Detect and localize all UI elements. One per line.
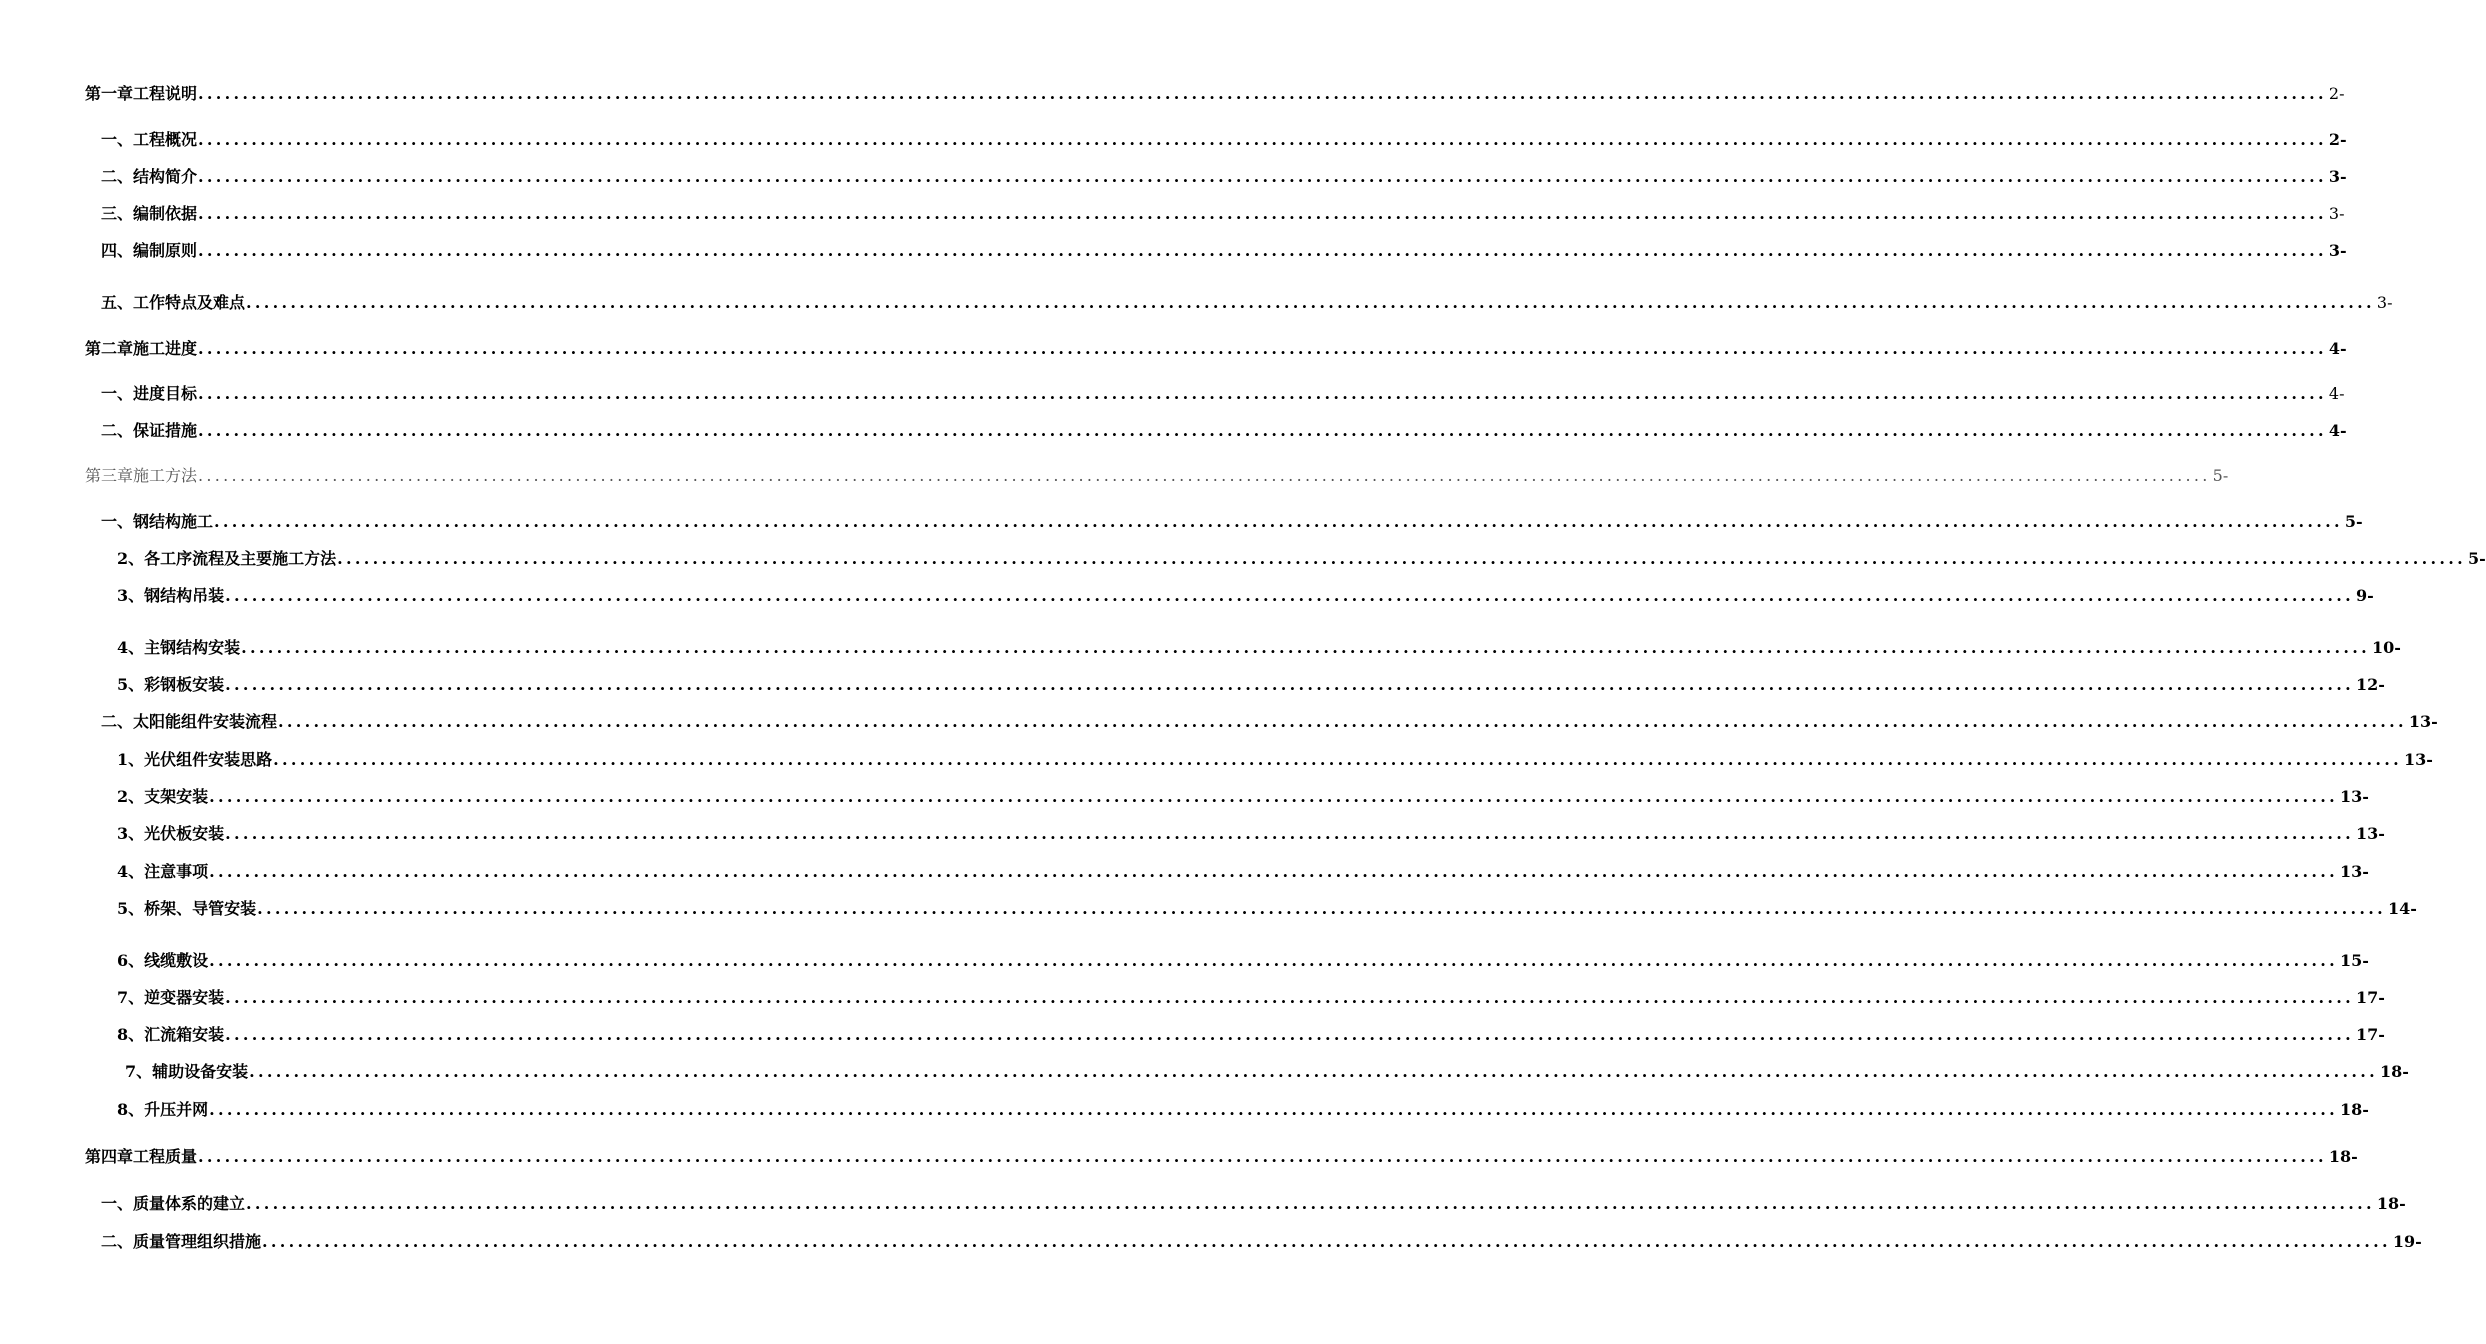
toc-entry-page: 4- xyxy=(2328,421,2347,440)
toc-entry-page: 13- xyxy=(2356,824,2385,843)
toc-entry-title: 3、钢结构吊装 xyxy=(117,586,225,605)
toc-entry-page: 9- xyxy=(2356,586,2374,605)
toc-entry-title: 2、支架安装 xyxy=(117,787,209,806)
toc-entry-page: 3- xyxy=(2328,204,2345,223)
toc-entry-page: 13- xyxy=(2340,862,2369,881)
toc-entry-page: 13- xyxy=(2404,750,2433,769)
toc-leader-dots: ................................................................................................................................................................................................................................................ xyxy=(198,84,2327,103)
toc-entry-page: 2- xyxy=(2328,130,2347,149)
toc-leader-dots: ................................................................................................................................................................................................................................................ xyxy=(262,1232,2391,1251)
toc-leader-dots: ................................................................................................................................................................................................................................................ xyxy=(337,549,2467,568)
toc-entry-title: 二、太阳能组件安装流程 xyxy=(101,712,278,731)
toc-entry-page: 17- xyxy=(2356,988,2385,1007)
toc-leader-dots: ................................................................................................................................................................................................................................................ xyxy=(198,421,2327,440)
toc-leader-dots: ................................................................................................................................................................................................................................................ xyxy=(209,787,2339,806)
toc-entry-page: 10- xyxy=(2372,638,2401,657)
toc-entry-title: 7、逆变器安装 xyxy=(117,988,225,1007)
toc-entry-page: 3- xyxy=(2328,241,2347,260)
toc-entry-page: 3- xyxy=(2328,167,2347,186)
toc-entry-title: 一、钢结构施工 xyxy=(101,512,214,531)
toc-entry[interactable] xyxy=(85,83,2345,105)
toc-leader-dots: ................................................................................................................................................................................................................................................ xyxy=(225,1025,2355,1044)
toc-leader-dots: ................................................................................................................................................................................................................................................ xyxy=(249,1062,2379,1081)
toc-entry-page: 13- xyxy=(2408,712,2438,731)
toc-entry-page: 18- xyxy=(2340,1100,2369,1119)
toc-leader-dots: ................................................................................................................................................................................................................................................ xyxy=(246,1194,2375,1213)
toc-entry[interactable] xyxy=(117,1024,2385,1046)
toc-entry[interactable] xyxy=(85,465,2229,487)
toc-entry-title: 二、质量管理组织措施 xyxy=(101,1232,262,1251)
toc-entry-title: 7、辅助设备安装 xyxy=(125,1062,249,1081)
toc-entry-page: 3- xyxy=(2376,293,2393,312)
toc-entry[interactable] xyxy=(117,823,2385,845)
toc-leader-dots: ................................................................................................................................................................................................................................................ xyxy=(198,130,2327,149)
toc-entry-page: 14- xyxy=(2388,899,2417,918)
toc-leader-dots: ................................................................................................................................................................................................................................................ xyxy=(198,384,2327,403)
toc-entry[interactable] xyxy=(101,292,2393,314)
toc-entry[interactable] xyxy=(101,129,2347,151)
toc-entry[interactable] xyxy=(101,203,2345,225)
toc-entry[interactable] xyxy=(117,987,2385,1009)
toc-entry[interactable] xyxy=(117,674,2385,696)
toc-leader-dots: ................................................................................................................................................................................................................................................ xyxy=(225,586,2355,605)
toc-entry-title: 2、各工序流程及主要施工方法 xyxy=(117,549,337,568)
toc-entry-title: 8、汇流箱安装 xyxy=(117,1025,225,1044)
toc-entry-page: 17- xyxy=(2356,1025,2385,1044)
toc-leader-dots: ................................................................................................................................................................................................................................................ xyxy=(198,204,2327,223)
toc-leader-dots: ................................................................................................................................................................................................................................................ xyxy=(209,1100,2339,1119)
toc-entry-title: 一、工程概况 xyxy=(101,130,198,149)
toc-entry-page: 5- xyxy=(2212,466,2229,485)
toc-leader-dots: ................................................................................................................................................................................................................................................ xyxy=(278,712,2407,731)
toc-leader-dots: ................................................................................................................................................................................................................................................ xyxy=(198,167,2327,186)
toc-entry-title: 1、光伏组件安装思路 xyxy=(117,750,273,769)
toc-entry[interactable] xyxy=(117,585,2374,607)
toc-entry-page: 12- xyxy=(2356,675,2385,694)
toc-leader-dots: ................................................................................................................................................................................................................................................ xyxy=(198,466,2211,485)
toc-entry[interactable] xyxy=(117,786,2369,808)
toc-entry-page: 19- xyxy=(2392,1232,2422,1251)
toc-entry[interactable] xyxy=(117,861,2369,883)
toc-entry-title: 6、线缆敷设 xyxy=(117,951,209,970)
toc-entry-page: 4- xyxy=(2328,339,2347,358)
toc-entry[interactable] xyxy=(101,711,2438,733)
toc-entry-page: 2- xyxy=(2328,84,2345,103)
toc-entry-page: 5- xyxy=(2344,512,2363,531)
toc-leader-dots: ................................................................................................................................................................................................................................................ xyxy=(198,339,2327,358)
toc-entry-title: 5、彩钢板安装 xyxy=(117,675,225,694)
toc-entry[interactable] xyxy=(117,950,2369,972)
toc-entry[interactable] xyxy=(101,240,2347,262)
toc-entry[interactable] xyxy=(101,511,2363,533)
toc-entry-page: 4- xyxy=(2328,384,2345,403)
toc-leader-dots: ................................................................................................................................................................................................................................................ xyxy=(246,293,2375,312)
toc-entry[interactable] xyxy=(101,420,2347,442)
toc-entry-page: 18- xyxy=(2376,1194,2406,1213)
toc-entry-page: 15- xyxy=(2340,951,2369,970)
toc-leader-dots: ................................................................................................................................................................................................................................................ xyxy=(241,638,2371,657)
toc-entry[interactable] xyxy=(117,898,2417,920)
toc-entry-title: 五、工作特点及难点 xyxy=(101,293,246,312)
toc-entry[interactable] xyxy=(117,637,2401,659)
toc-entry-title: 第一章工程说明 xyxy=(85,84,198,103)
toc-entry-title: 二、保证措施 xyxy=(101,421,198,440)
toc-entry[interactable] xyxy=(85,1146,2358,1168)
toc-entry[interactable] xyxy=(101,383,2345,405)
toc-leader-dots: ................................................................................................................................................................................................................................................ xyxy=(257,899,2387,918)
toc-entry[interactable] xyxy=(101,166,2347,188)
toc-entry-title: 4、主钢结构安装 xyxy=(117,638,241,657)
toc-entry-title: 3、光伏板安装 xyxy=(117,824,225,843)
toc-entry-title: 5、桥架、导管安装 xyxy=(117,899,257,918)
toc-leader-dots: ................................................................................................................................................................................................................................................ xyxy=(209,862,2339,881)
toc-entry-page: 13- xyxy=(2340,787,2369,806)
toc-entry-title: 一、质量体系的建立 xyxy=(101,1194,246,1213)
toc-entry[interactable] xyxy=(117,548,2486,570)
toc-entry[interactable] xyxy=(125,1061,2409,1083)
toc-entry[interactable] xyxy=(101,1231,2422,1253)
toc-entry-title: 一、进度目标 xyxy=(101,384,198,403)
toc-entry[interactable] xyxy=(117,749,2433,771)
toc-entry-title: 第二章施工进度 xyxy=(85,339,198,358)
toc-leader-dots: ................................................................................................................................................................................................................................................ xyxy=(225,675,2355,694)
toc-leader-dots: ................................................................................................................................................................................................................................................ xyxy=(198,241,2327,260)
toc-entry-title: 三、编制依据 xyxy=(101,204,198,223)
toc-entry-title: 4、注意事项 xyxy=(117,862,209,881)
toc-leader-dots: ................................................................................................................................................................................................................................................ xyxy=(209,951,2339,970)
toc-leader-dots: ................................................................................................................................................................................................................................................ xyxy=(273,750,2403,769)
toc-entry[interactable] xyxy=(117,1099,2369,1121)
toc-entry[interactable] xyxy=(101,1193,2406,1215)
toc-entry-title: 第三章施工方法 xyxy=(85,466,198,485)
toc-leader-dots: ................................................................................................................................................................................................................................................ xyxy=(225,988,2355,1007)
toc-leader-dots: ................................................................................................................................................................................................................................................ xyxy=(198,1147,2327,1166)
toc-entry-page: 5- xyxy=(2468,549,2486,568)
toc-leader-dots: ................................................................................................................................................................................................................................................ xyxy=(214,512,2343,531)
toc-entry-title: 二、结构简介 xyxy=(101,167,198,186)
toc-leader-dots: ................................................................................................................................................................................................................................................ xyxy=(225,824,2355,843)
toc-entry-title: 四、编制原则 xyxy=(101,241,198,260)
toc-entry-title: 8、升压并网 xyxy=(117,1100,209,1119)
toc-entry-title: 第四章工程质量 xyxy=(85,1147,198,1166)
toc-entry-page: 18- xyxy=(2328,1147,2358,1166)
toc-entry[interactable] xyxy=(85,338,2347,360)
toc-entry-page: 18- xyxy=(2380,1062,2409,1081)
